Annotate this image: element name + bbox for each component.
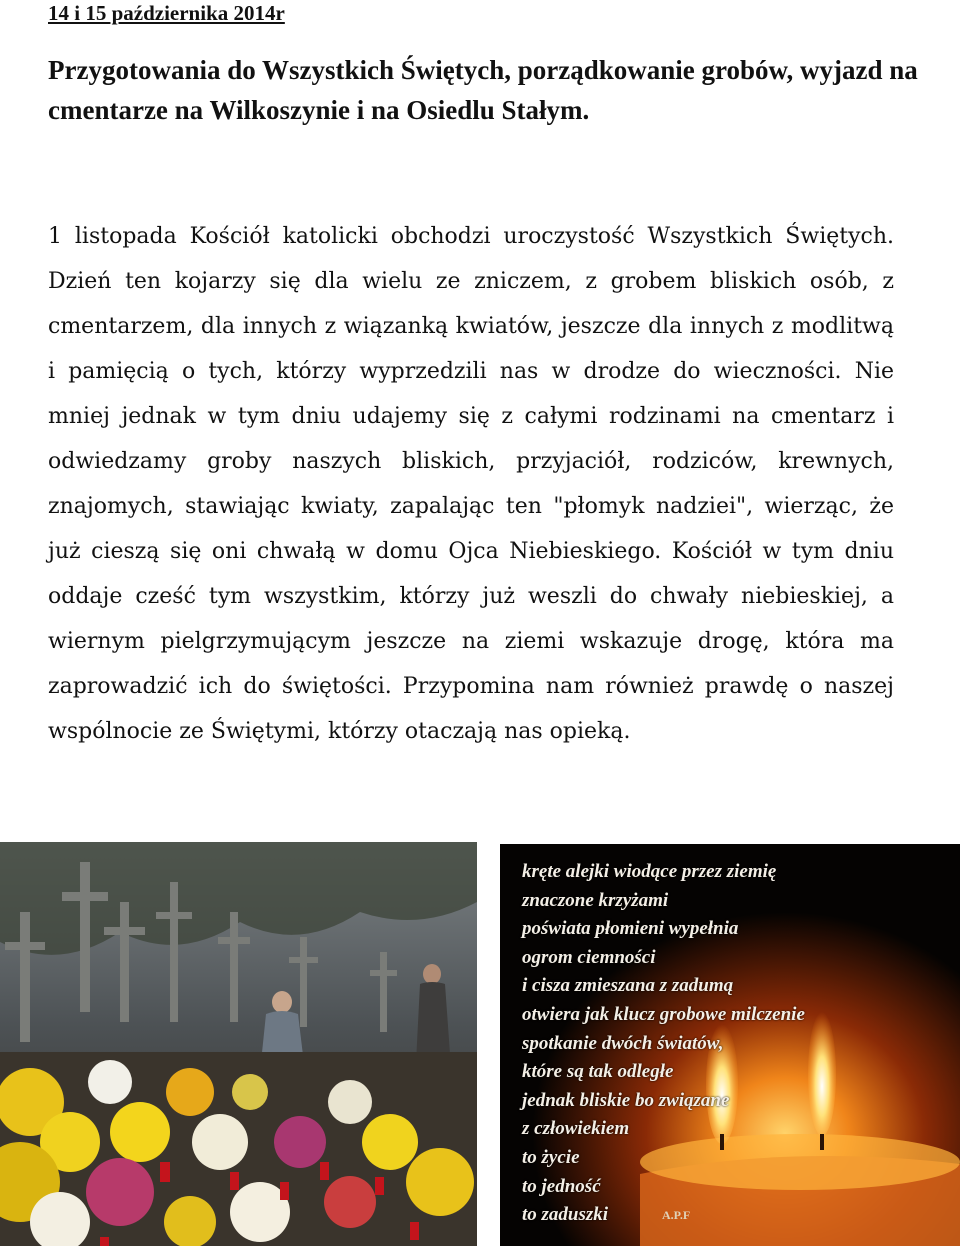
poem-line: znaczone krzyżami (522, 889, 669, 911)
poem (522, 858, 805, 1230)
poem-line: ogrom ciemności (522, 946, 656, 968)
poem-line: to jedność (522, 1175, 601, 1197)
cemetery-illustration (0, 842, 477, 1246)
poem-line: spotkanie dwóch światów, (522, 1032, 724, 1054)
poem-signature: A.P.F (662, 1208, 691, 1222)
poem-line: kręte alejki wiodące przez ziemię (522, 861, 777, 882)
article-title: Przygotowania do Wszystkich Świętych, porządkowanie grobów, wyjazd na cmentarze na Wilkoszynie i na Osiedlu Stałym. (48, 55, 918, 125)
article-body: 1 listopada Kościół katolicki obchodzi uroczystość Wszystkich Świętych. Dzień ten kojarzy się dla wielu ze zniczem, z grobem bliskich osób, z cmentarzem, dla innych z wiązanką kwiatów, jeszcze dla innych z modlitwą i pamięcią o tych, którzy wyprzedzili nas w drodze do wieczności. Nie mniej jednak w tym dniu udajemy się z całymi rodzinami na cmentarz i odwiedzamy groby naszych bliskich, przyjaciół, rodziców, krewnych, znajomych, stawiając kwiaty, zapalając ten "płomyk nadziei", wierząc, że już cieszą się oni chwałą w domu Ojca Niebieskiego. Kościół w tym dniu oddaje cześć tym wszystkim, którzy już weszli do chwały niebieskiej, a wiernym pielgrzymującym jeszcze na ziemi wskazuje drogę, która ma zaprowadzić ich do świętości. Przypomina nam również prawdę o naszej wspólnocie ze Świętymi, którzy otaczają nas opieką. (48, 224, 894, 744)
poem-line: z człowiekiem (522, 1118, 630, 1140)
poem-line: jednak bliskie bo związane (522, 1089, 730, 1111)
poem-line: które są tak odległe (522, 1061, 674, 1083)
poem-line: to zaduszki (522, 1204, 609, 1226)
date-heading: 14 i 15 października 2014r (48, 1, 285, 25)
poem-line: i cisza zmieszana z zadumą (522, 975, 734, 997)
poem-line: otwiera jak klucz grobowe milczenie (522, 1003, 805, 1025)
poem-line: poświata płomieni wypełnia (522, 918, 739, 940)
poem-line: to życie (522, 1146, 580, 1168)
cemetery-photo (0, 842, 477, 1246)
